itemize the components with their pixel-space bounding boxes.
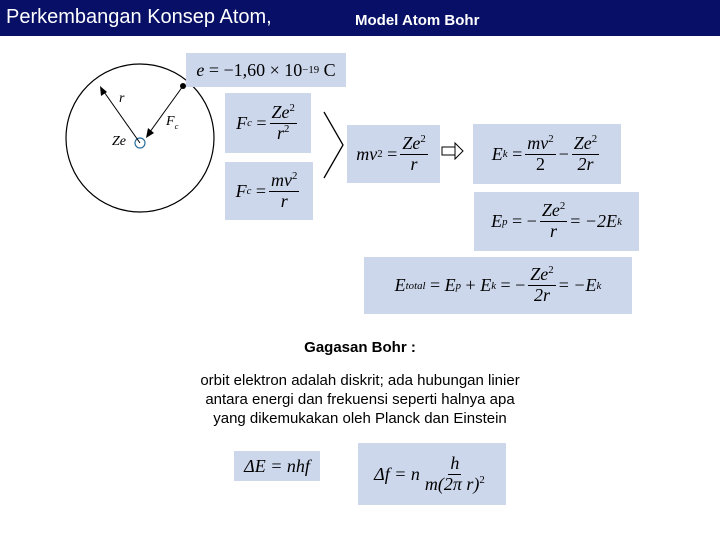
gagasan-title: Gagasan Bohr :	[304, 339, 416, 356]
charge-equation: e = −1,60 × 10 −19 C	[186, 53, 346, 87]
kinetic-energy-equation: E k = $\frac{mv^2}{2}$ − $\frac{Ze^2}{2r}$	[473, 124, 621, 184]
potential-energy-equation: E p = − $\frac{Ze^2}{r}$ = −2E k	[474, 192, 639, 251]
force-balance-equation: mv 2 = $\frac{Ze^2}{r}$	[347, 125, 440, 183]
centripetal-force-equation: F c = $\frac{mv^2}{r}$	[225, 162, 313, 220]
gagasan-body	[150, 371, 570, 428]
gagasan-line: yang dikemukakan oleh Planck dan Einstein	[213, 410, 507, 427]
gagasan-line: antara energi dan frekuensi seperti halnya apa	[205, 391, 515, 408]
slide-subtitle: Model Atom Bohr	[355, 12, 480, 29]
implies-arrow	[442, 143, 463, 159]
radius-label: r	[119, 91, 125, 106]
frequency-difference-equation: Δf = n $\frac{h}{m(2\pi r)^2}$	[358, 443, 506, 505]
gagasan-line: orbit elektron adalah diskrit; ada hubungan linier	[200, 372, 520, 389]
force-label: $F_c$	[166, 114, 179, 131]
coulomb-force-equation: F c = $\frac{Ze^2}{r^2}$	[225, 93, 311, 153]
bracket-shape	[324, 112, 343, 178]
force-arrowhead	[146, 128, 154, 138]
nucleus-label: Ze	[112, 134, 126, 149]
total-energy-equation: E total = E p + E k = − $\frac{Ze^2}{2r}$ = −E k	[364, 257, 632, 314]
energy-frequency-equation: ΔE = nhf	[234, 451, 320, 481]
slide-title: Perkembangan Konsep Atom,	[6, 6, 272, 28]
